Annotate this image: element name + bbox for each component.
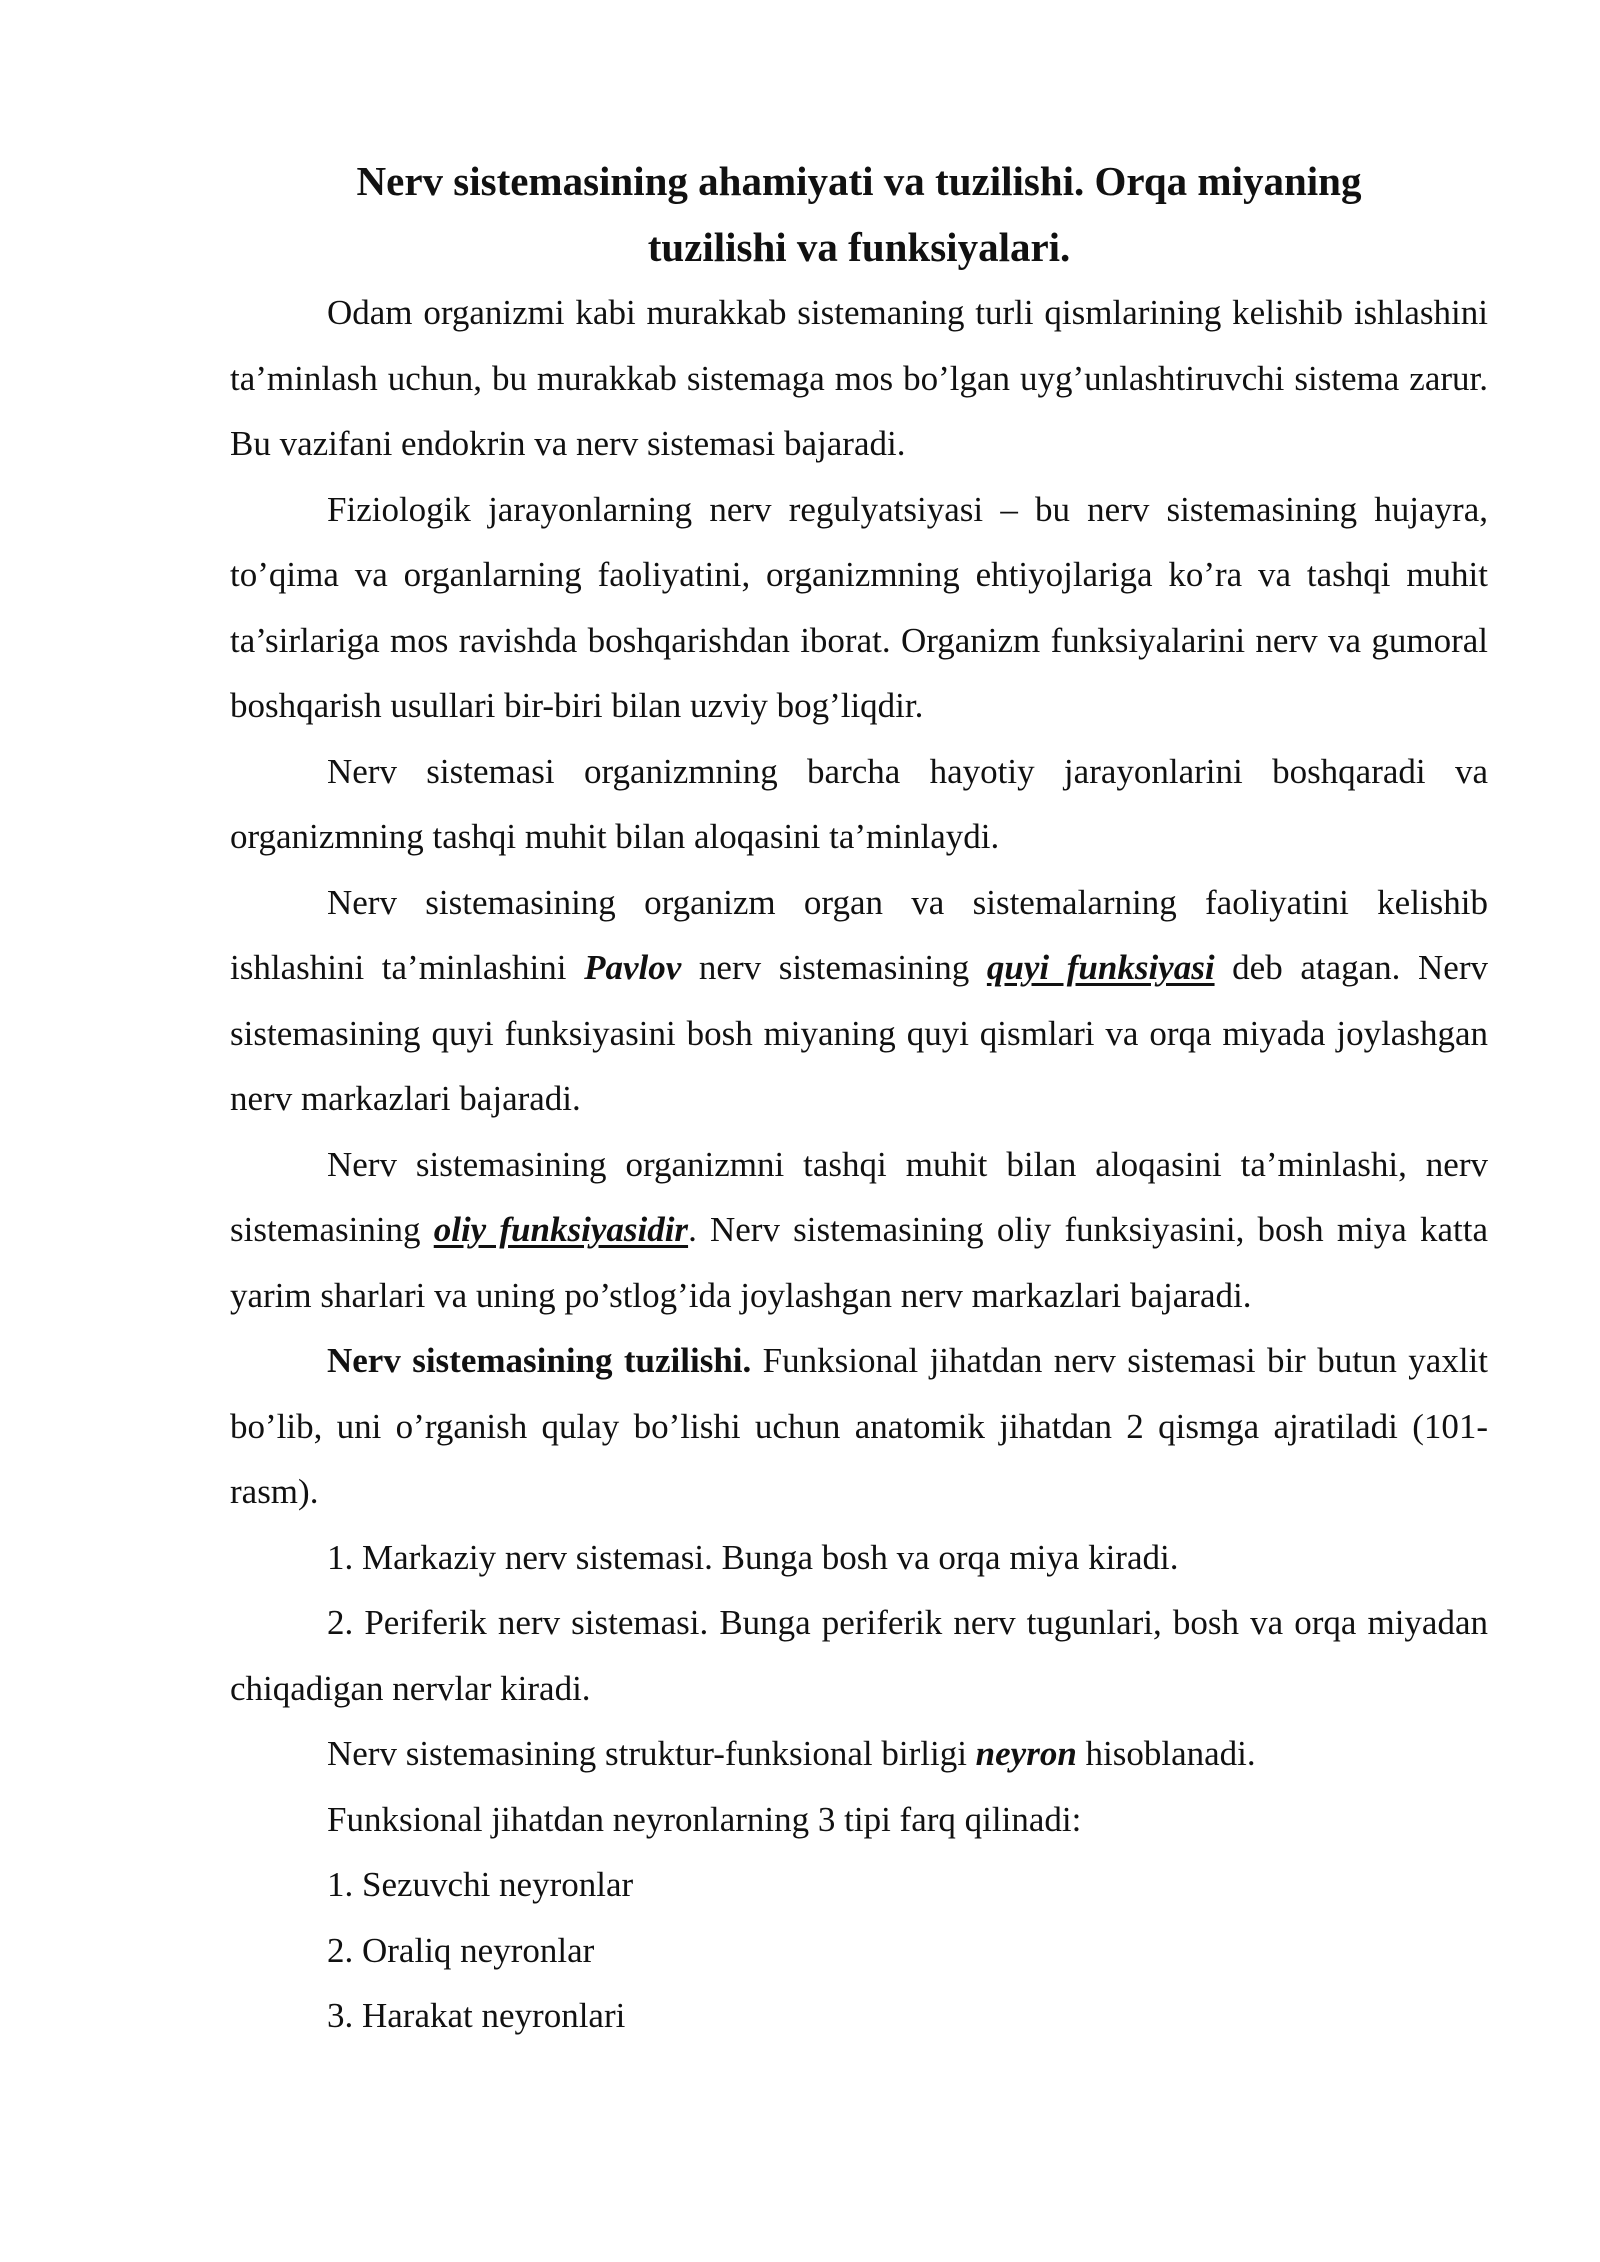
paragraph-9-text-a: Nerv sistemasining struktur-funksional birligi xyxy=(327,1734,976,1773)
document-page xyxy=(230,148,1488,2049)
term-oliy-funksiyasidir: oliy funksiyasidir xyxy=(433,1210,689,1249)
list-item: 2. Oraliq neyronlar xyxy=(327,1930,595,1970)
paragraph-5 xyxy=(230,1132,1488,1329)
paragraph-4-text-e: deb atagan. Nerv sistemasining quyi funksiyasini bosh miyaning quyi qismlari va orqa miyada joylashgan nerv markazlari bajaradi. xyxy=(230,948,1488,1118)
paragraph-9 xyxy=(230,1721,1488,1787)
list-item: 3. Harakat neyronlari xyxy=(327,1996,626,2035)
term-neyron: neyron xyxy=(975,1734,1077,1773)
term-pavlov: Pavlov xyxy=(584,948,682,987)
paragraph-6-text-b: Funksional jihatdan nerv sistemasi bir butun yaxlit bo’lib, uni o’rganish qulay bo’lishi uchun anatomik jihatdan 2 qismga ajratiladi (101-rasm). xyxy=(230,1341,1488,1511)
paragraph-10: Funksional jihatdan neyronlarning 3 tipi farq qilinadi: xyxy=(327,1799,1082,1839)
paragraph-3: Nerv sistemasi organizmning barcha hayotiy jarayonlarini boshqaradi va organizmning tashqi muhit bilan aloqasini ta’minlaydi. xyxy=(230,751,1488,856)
paragraph-6 xyxy=(230,1328,1488,1525)
paragraph-9-text-c: hisoblanadi. xyxy=(1076,1734,1256,1773)
paragraph-8: 2. Periferik nerv sistemasi. Bunga periferik nerv tugunlari, bosh va orqa miyadan chiqadigan nervlar kiradi. xyxy=(230,1603,1488,1708)
page-title xyxy=(230,148,1488,280)
paragraph-5-text-c: . Nerv sistemasining oliy funksiyasini, bosh miya katta yarim sharlari va uning po’stlog’ida joylashgan nerv markazlari bajaradi. xyxy=(230,1210,1488,1315)
paragraph-4-text-a: Nerv sistemasining organizm organ va sistemalarning faoliyatini kelishib ishlashini ta’minlashini xyxy=(230,882,1488,987)
title-line-2: tuzilishi va funksiyalari. xyxy=(647,224,1071,270)
paragraph-5-text-a: Nerv sistemasining organizmni tashqi muhit bilan aloqasini ta’minlashi, nerv sistemasining xyxy=(230,1144,1488,1249)
paragraph-1: Odam organizmi kabi murakkab sistemaning turli qismlarining kelishib ishlashini ta’minlash uchun, bu murakkab sistemaga mos bo’lgan uyg’unlashtiruvchi sistema zarur. Bu vazifani endokrin va nerv sistemasi bajaradi. xyxy=(230,293,1488,463)
paragraph-4 xyxy=(230,870,1488,1132)
title-line-1: Nerv sistemasining ahamiyati va tuzilishi. Orqa miyaning xyxy=(356,158,1362,204)
paragraph-7: 1. Markaziy nerv sistemasi. Bunga bosh va orqa miya kiradi. xyxy=(327,1537,1179,1577)
term-quyi-funksiyasi: quyi funksiyasi xyxy=(986,948,1215,987)
paragraph-2: Fiziologik jarayonlarning nerv regulyatsiyasi – bu nerv sistemasining hujayra, to’qima va organlarning faoliyatini, organizmning ehtiyojlariga ko’ra va tashqi muhit ta’sirlariga mos ravishda boshqarishdan iborat. Organizm funksiyalarini nerv va gumoral boshqarish usullari bir-biri bilan uzviy bog’liqdir. xyxy=(230,489,1488,725)
section-heading-tuzilishi: Nerv sistemasining tuzilishi. xyxy=(327,1341,752,1380)
paragraph-4-text-c: nerv sistemasining xyxy=(681,948,987,987)
list-item: 1. Sezuvchi neyronlar xyxy=(327,1865,634,1904)
